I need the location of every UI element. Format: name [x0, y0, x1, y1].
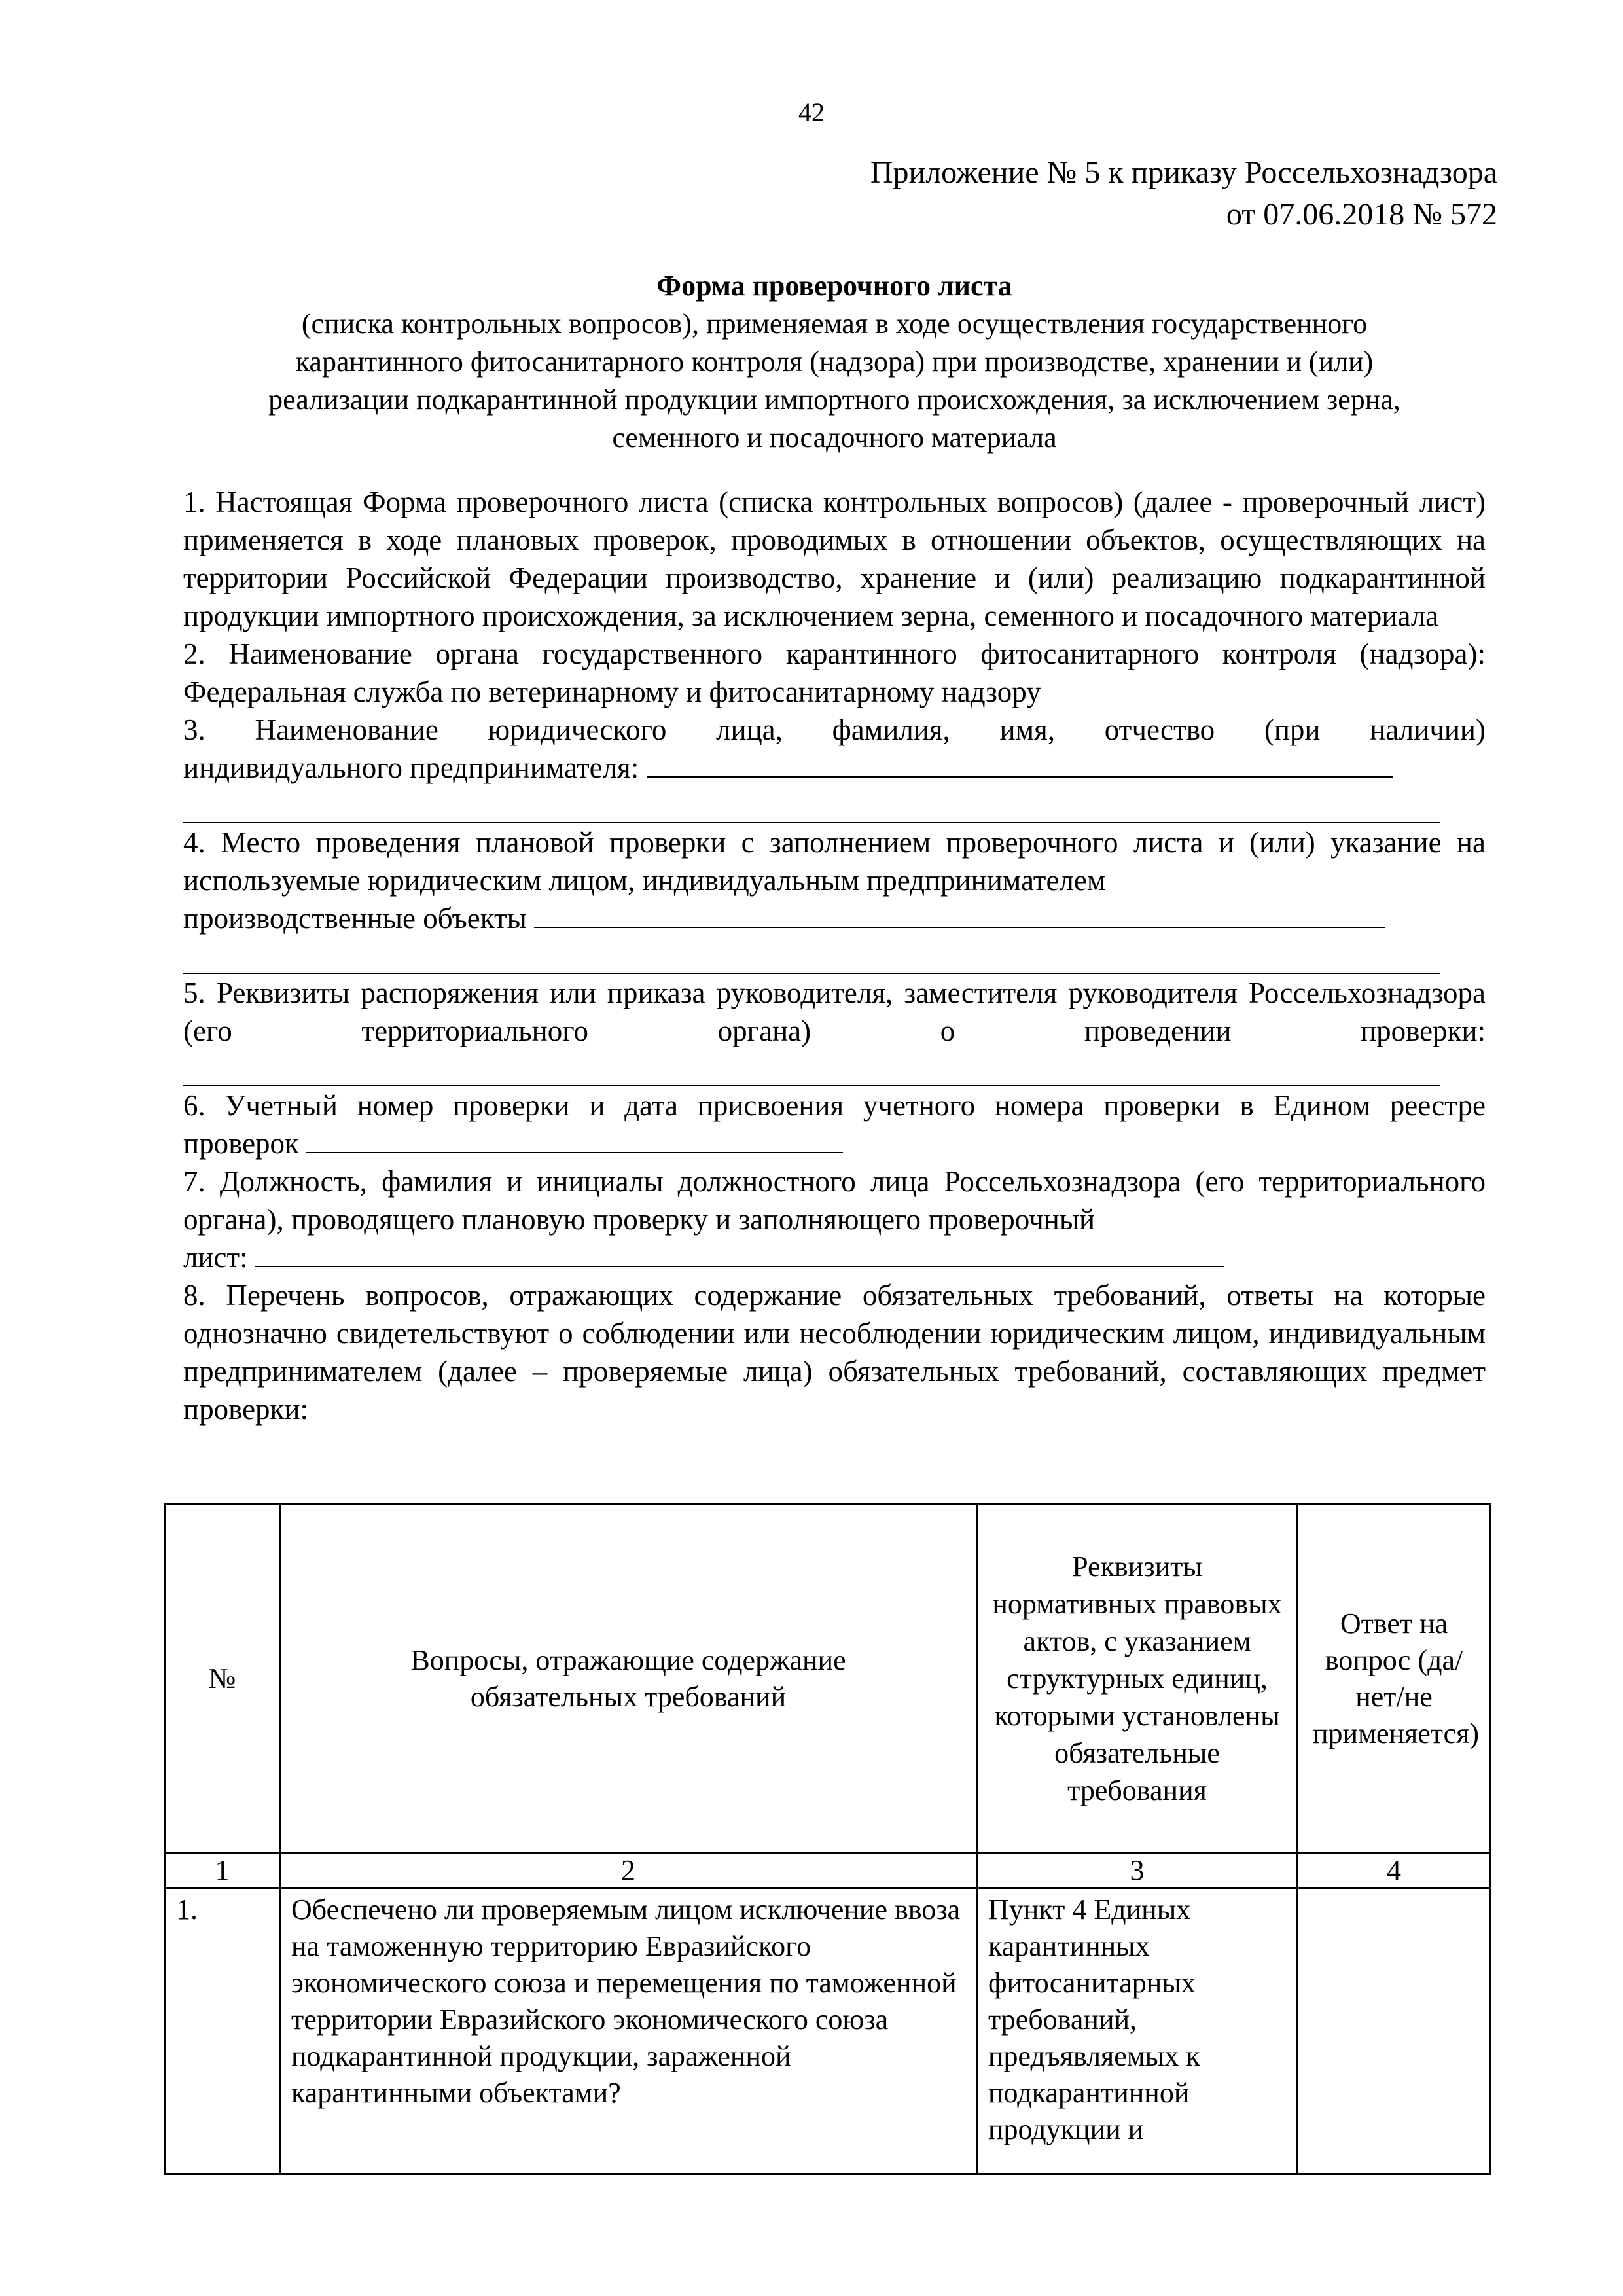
checklist-table [164, 1503, 1491, 2175]
column-number: 3 [977, 1854, 1298, 1888]
form-body [183, 483, 1486, 1428]
paragraph-4-line [183, 899, 1486, 937]
column-number: 2 [280, 1854, 977, 1888]
paragraph-8: 8. Перечень вопросов, отражающих содержание обязательных требований, ответы на которые однозначно свидетельствуют о соблюдении или несоблюдении юридическим лицом, индивидуальным предпринимателем (далее – проверяемые лица) обязательных требований, составляющих предмет проверки: [183, 1279, 1486, 1426]
row-requisite-text: Пункт 4 Единых карантинных фитосанитарных требований, предъявляемых к подкарантинной продукции и [988, 1893, 1200, 2145]
form-subtitle-line-2: карантинного фитосанитарного контроля (надзора) при производстве, хранении и (или) [295, 346, 1374, 378]
paragraph-7-label: лист: [183, 1241, 248, 1274]
paragraph-6-label: проверок [183, 1127, 299, 1160]
form-subtitle-line-4: семенного и посадочного материала [612, 422, 1057, 454]
form-subtitle-line-3: реализации подкарантинной продукции импортного происхождения, за исключением зерна, [268, 384, 1400, 416]
page-number: 42 [798, 98, 825, 127]
appendix-reference [581, 152, 1497, 236]
header-number: № [165, 1504, 280, 1854]
paragraph-6-line [183, 1124, 1486, 1162]
table-row [165, 1888, 1491, 2174]
table-header-row [165, 1504, 1491, 1854]
column-number-row [165, 1854, 1491, 1888]
paragraph-2: 2. Наименование органа государственного карантинного фитосанитарного контроля (надзора): Федеральная служба по ветеринарному и фитосанитарному надзору [183, 637, 1486, 708]
production-objects-field-line-2[interactable] [183, 937, 1440, 974]
row-number: 1. [165, 1888, 280, 2174]
paragraph-5: 5. Реквизиты распоряжения или приказа руководителя, заместителя руководителя Россельхознадзора (его территориального органа) о проведении проверки: [183, 977, 1486, 1047]
row-question-text: Обеспечено ли проверяемым лицом исключение ввоза на таможенную территорию Евразийского экономического союза и перемещения по таможенной территории Евразийского экономического союза подкарантинной продукции, зараженной карантинными объектами? [291, 1893, 961, 2109]
inspector-field[interactable] [255, 1240, 1224, 1267]
paragraph-4-label: производственные объекты [183, 902, 527, 935]
production-objects-field[interactable] [534, 901, 1385, 928]
paragraph-7-line [183, 1238, 1486, 1276]
entrepreneur-name-field-line-2[interactable] [183, 787, 1440, 823]
row-answer-cell[interactable] [1298, 1888, 1491, 2174]
form-title [183, 267, 1486, 457]
row-requisite [977, 1888, 1298, 2174]
row-question [280, 1888, 977, 2174]
column-number: 4 [1298, 1854, 1491, 1888]
paragraph-3: 3. Наименование юридического лица, фамилия, имя, отчество (при наличии) [183, 713, 1486, 746]
header-questions: Вопросы, отражающие содержание обязательных требований [280, 1504, 977, 1854]
header-answer: Ответ на вопрос (да/нет/не применяется) [1298, 1504, 1491, 1854]
paragraph-3-line [183, 749, 1486, 787]
column-number: 1 [165, 1854, 280, 1888]
appendix-line-1: Приложение № 5 к приказу Россельхознадзора [870, 155, 1497, 190]
entrepreneur-name-field[interactable] [647, 750, 1393, 778]
form-title-bold: Форма проверочного листа [656, 270, 1012, 302]
registry-number-field[interactable] [306, 1126, 843, 1153]
order-requisites-field[interactable] [183, 1050, 1440, 1086]
paragraph-7: 7. Должность, фамилия и инициалы должностного лица Россельхознадзора (его территориального органа), проводящего плановую проверку и заполняющего проверочный [183, 1165, 1486, 1236]
header-requisites: Реквизиты нормативных правовых актов, с указанием структурных единиц, которыми установлены обязательные требования [977, 1504, 1298, 1854]
form-subtitle-line-1: (списка контрольных вопросов), применяемая в ходе осуществления государственного [301, 308, 1368, 340]
paragraph-4: 4. Место проведения плановой проверки с заполнением проверочного листа и (или) указание на используемые юридическим лицом, индивидуальным предпринимателем [183, 826, 1486, 897]
paragraph-1: 1. Настоящая Форма проверочного листа (списка контрольных вопросов) (далее - проверочный лист) применяется в ходе плановых проверок, проводимых в отношении объектов, осуществляющих на территории Российской Федерации производство, хранение и (или) реализацию подкарантинной продукции импортного происхождения, за исключением зерна, семенного и посадочного материала [183, 486, 1486, 632]
appendix-line-2: от 07.06.2018 № 572 [1226, 197, 1497, 232]
paragraph-6: 6. Учетный номер проверки и дата присвоения учетного номера проверки в Едином реестре [183, 1089, 1486, 1122]
paragraph-3-label: индивидуального предпринимателя: [183, 751, 639, 784]
